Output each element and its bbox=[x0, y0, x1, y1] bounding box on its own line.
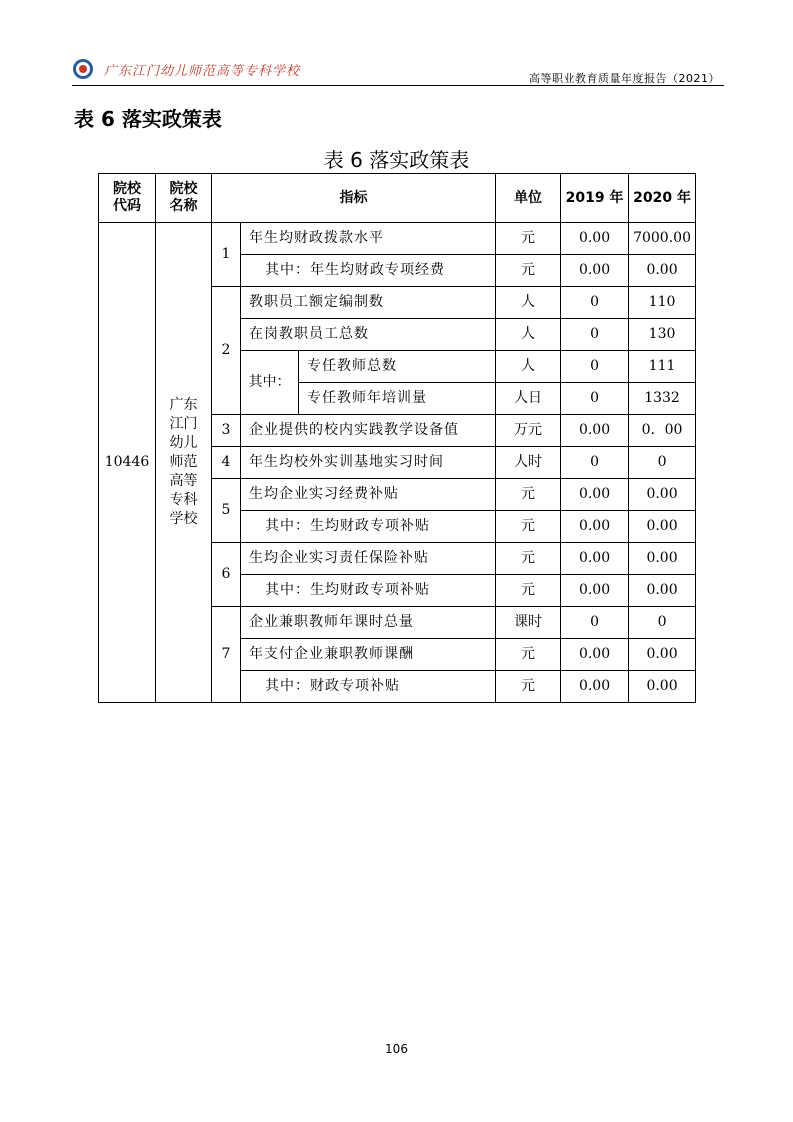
header-indicator: 指标 bbox=[212, 174, 496, 223]
indicator-label: 企业兼职教师年课时总量 bbox=[241, 607, 496, 639]
page-number: 106 bbox=[385, 1042, 408, 1056]
indicator-label: 在岗教职员工总数 bbox=[241, 319, 496, 351]
unit-cell: 万元 bbox=[496, 415, 561, 447]
value-2020: 0.00 bbox=[629, 255, 696, 287]
indicator-label: 专任教师年培训量 bbox=[299, 383, 496, 415]
value-2020: 0.00 bbox=[629, 543, 696, 575]
value-2019: 0.00 bbox=[561, 415, 629, 447]
value-2020: 7000.00 bbox=[629, 223, 696, 255]
indicator-label: 专任教师总数 bbox=[299, 351, 496, 383]
indicator-label: 其中：生均财政专项补贴 bbox=[241, 511, 496, 543]
value-2019: 0.00 bbox=[561, 223, 629, 255]
unit-cell: 元 bbox=[496, 639, 561, 671]
value-2019: 0 bbox=[561, 383, 629, 415]
value-2020: 0.00 bbox=[629, 479, 696, 511]
unit-cell: 课时 bbox=[496, 607, 561, 639]
value-2020: 0.00 bbox=[629, 671, 696, 703]
unit-cell: 人日 bbox=[496, 383, 561, 415]
unit-cell: 元 bbox=[496, 479, 561, 511]
row-number: 5 bbox=[212, 479, 241, 543]
row-number: 2 bbox=[212, 287, 241, 415]
value-2020: 0.00 bbox=[629, 639, 696, 671]
school-name: 广东江门幼儿师范高等专科学校 bbox=[104, 64, 301, 79]
value-2020: 0.00 bbox=[629, 575, 696, 607]
value-2020: 0 bbox=[629, 447, 696, 479]
table-header-row bbox=[99, 174, 696, 223]
value-2019: 0.00 bbox=[561, 255, 629, 287]
value-2019: 0.00 bbox=[561, 511, 629, 543]
value-2019: 0 bbox=[561, 607, 629, 639]
header-unit: 单位 bbox=[496, 174, 561, 223]
unit-cell: 元 bbox=[496, 671, 561, 703]
unit-cell: 元 bbox=[496, 223, 561, 255]
unit-cell: 人 bbox=[496, 287, 561, 319]
unit-cell: 人 bbox=[496, 351, 561, 383]
unit-cell: 人 bbox=[496, 319, 561, 351]
value-2019: 0.00 bbox=[561, 575, 629, 607]
value-2019: 0.00 bbox=[561, 639, 629, 671]
unit-cell: 元 bbox=[496, 575, 561, 607]
subgroup-prefix: 其中： bbox=[241, 351, 299, 415]
header-2019: 2019 年 bbox=[561, 174, 629, 223]
value-2020: 0.00 bbox=[629, 511, 696, 543]
unit-cell: 元 bbox=[496, 255, 561, 287]
value-2019: 0 bbox=[561, 287, 629, 319]
row-number: 7 bbox=[212, 607, 241, 703]
section-heading: 表 6 落实政策表 bbox=[74, 107, 222, 131]
indicator-label: 企业提供的校内实践教学设备值 bbox=[241, 415, 496, 447]
value-2020: 1332 bbox=[629, 383, 696, 415]
indicator-label: 生均企业实习责任保险补贴 bbox=[241, 543, 496, 575]
page-header bbox=[72, 54, 724, 86]
value-2020: 0．00 bbox=[629, 415, 696, 447]
indicator-label: 其中：财政专项补贴 bbox=[241, 671, 496, 703]
unit-cell: 人时 bbox=[496, 447, 561, 479]
header-divider bbox=[72, 85, 724, 86]
row-number: 1 bbox=[212, 223, 241, 287]
school-name-cell: 广东 江门 幼儿 师范 高等 专科 学校 bbox=[156, 223, 212, 703]
value-2019: 0.00 bbox=[561, 479, 629, 511]
value-2019: 0 bbox=[561, 447, 629, 479]
row-number: 6 bbox=[212, 543, 241, 607]
value-2019: 0.00 bbox=[561, 671, 629, 703]
value-2019: 0.00 bbox=[561, 543, 629, 575]
header-code: 院校 代码 bbox=[99, 174, 156, 223]
school-logo-icon bbox=[72, 58, 94, 80]
value-2020: 110 bbox=[629, 287, 696, 319]
value-2020: 0 bbox=[629, 607, 696, 639]
header-2020: 2020 年 bbox=[629, 174, 696, 223]
indicator-label: 年生均校外实训基地实习时间 bbox=[241, 447, 496, 479]
indicator-label: 年支付企业兼职教师课酬 bbox=[241, 639, 496, 671]
unit-cell: 元 bbox=[496, 543, 561, 575]
indicator-label: 年生均财政拨款水平 bbox=[241, 223, 496, 255]
value-2019: 0 bbox=[561, 319, 629, 351]
header-name: 院校 名称 bbox=[156, 174, 212, 223]
indicator-label: 其中：生均财政专项补贴 bbox=[241, 575, 496, 607]
row-number: 3 bbox=[212, 415, 241, 447]
report-title: 高等职业教育质量年度报告（2021） bbox=[529, 72, 720, 85]
value-2020: 130 bbox=[629, 319, 696, 351]
value-2019: 0 bbox=[561, 351, 629, 383]
table-caption: 表 6 落实政策表 bbox=[323, 148, 470, 172]
indicator-label: 教职员工额定编制数 bbox=[241, 287, 496, 319]
indicator-label: 生均企业实习经费补贴 bbox=[241, 479, 496, 511]
value-2020: 111 bbox=[629, 351, 696, 383]
school-code-cell: 10446 bbox=[99, 223, 156, 703]
unit-cell: 元 bbox=[496, 511, 561, 543]
table-row bbox=[99, 223, 696, 255]
indicator-label: 其中：年生均财政专项经费 bbox=[241, 255, 496, 287]
row-number: 4 bbox=[212, 447, 241, 479]
policy-table bbox=[98, 173, 696, 703]
